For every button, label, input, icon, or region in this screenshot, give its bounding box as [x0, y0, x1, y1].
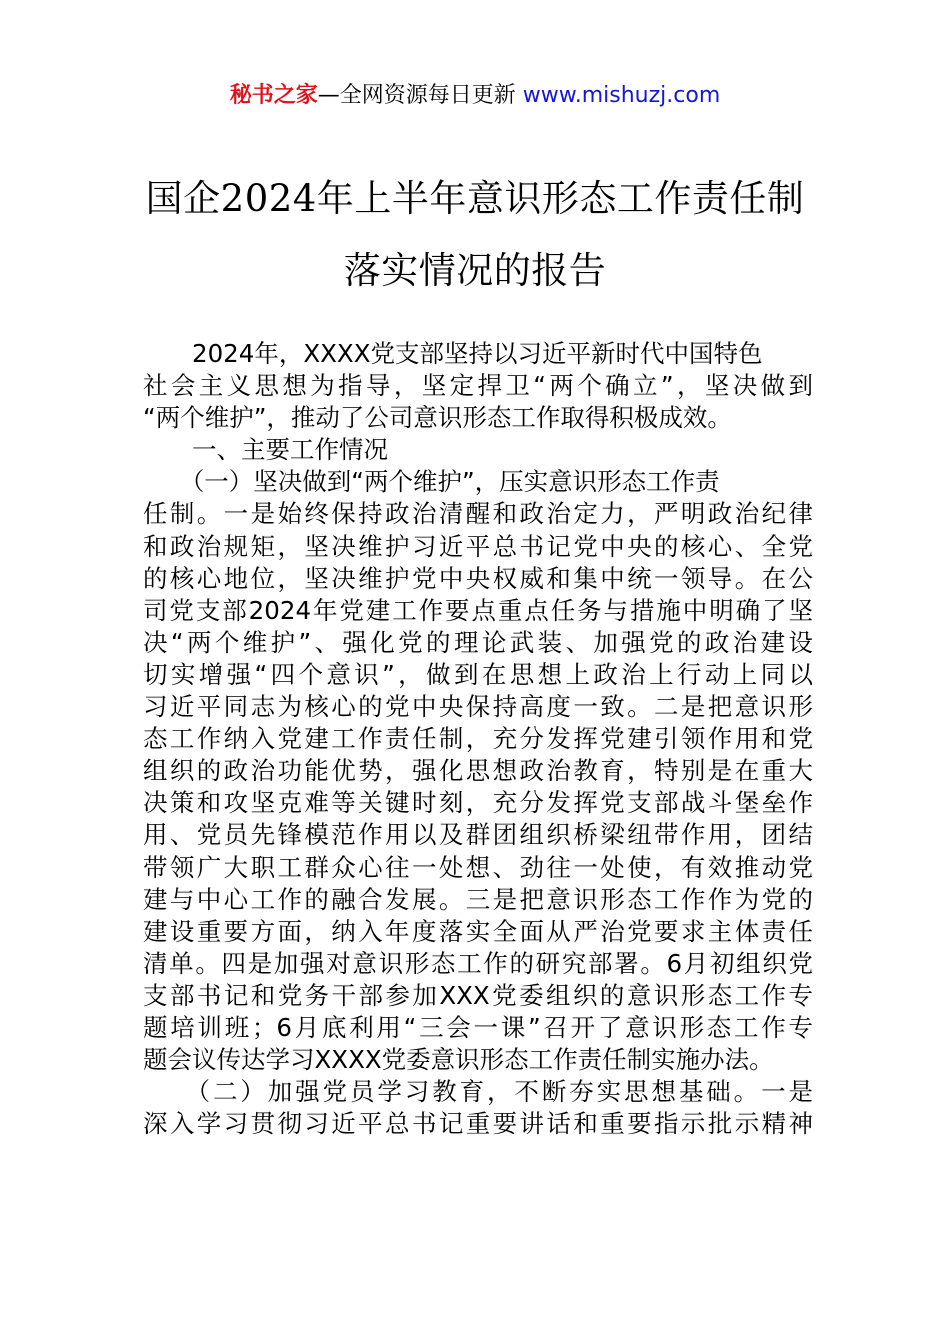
section-heading: 一、主要工作情况: [143, 435, 388, 465]
body-line: 决策和攻坚克难等关键时刻，充分发挥党支部战斗堡垒作: [143, 788, 813, 818]
body-line: 切实增强“四个意识”，做到在思想上政治上行动上同以: [143, 659, 813, 689]
document-body: [143, 338, 813, 1140]
body-line: 题培训班；6月底利用“三会一课”召开了意识形态工作专: [143, 1012, 813, 1042]
document-title-line-2: 落实情况的报告: [343, 249, 607, 292]
body-line: 清单。四是加强对意识形态工作的研究部署。6月初组织党: [143, 948, 813, 978]
body-line: 支部书记和党务干部参加XXX党委组织的意识形态工作专: [143, 980, 813, 1010]
banner-slogan: —全网资源每日更新: [317, 83, 516, 108]
body-line: （一）坚决做到“两个维护”，压实意识形态工作责: [143, 467, 720, 497]
body-line: 深入学习贯彻习近平总书记重要讲话和重要指示批示精神: [143, 1109, 813, 1139]
body-line: 社会主义思想为指导，坚定捍卫“两个确立”，坚决做到: [143, 371, 813, 401]
body-line: 题会议传达学习XXXX党委意识形态工作责任制实施办法。: [143, 1045, 774, 1075]
site-banner: [0, 80, 950, 112]
body-line: 决“两个维护”、强化党的理论武装、加强党的政治建设: [143, 627, 813, 657]
body-line: 任制。一是始终保持政治清醒和政治定力，严明政治纪律: [143, 499, 813, 529]
body-line: 习近平同志为核心的党中央保持高度一致。二是把意识形: [143, 692, 813, 722]
body-line: 建设重要方面，纳入年度落实全面从严治党要求主体责任: [143, 916, 813, 946]
brand-name: 秘书之家: [229, 83, 318, 108]
document-title-line-1: 国企2024年上半年意识形态工作责任制: [145, 177, 805, 220]
site-url-link[interactable]: www.mishuzj.com: [522, 83, 721, 108]
body-line: 2024年，XXXX党支部坚持以习近平新时代中国特色: [143, 339, 763, 368]
body-line: 和政治规矩，坚决维护习近平总书记党中央的核心、全党: [143, 531, 813, 561]
body-line: （二）加强党员学习教育，不断夯实思想基础。一是: [143, 1077, 813, 1107]
body-line: 态工作纳入党建工作责任制，充分发挥党建引领作用和党: [143, 724, 813, 754]
body-line: “两个维护”，推动了公司意识形态工作取得积极成效。: [143, 403, 732, 433]
body-line: 司党支部2024年党建工作要点重点任务与措施中明确了坚: [143, 595, 813, 625]
body-line: 建与中心工作的融合发展。三是把意识形态工作作为党的: [143, 884, 813, 914]
body-line: 用、党员先锋模范作用以及群团组织桥梁纽带作用，团结: [143, 820, 813, 850]
body-line: 组织的政治功能优势，强化思想政治教育，特别是在重大: [143, 756, 813, 786]
body-line: 的核心地位，坚决维护党中央权威和集中统一领导。在公: [143, 563, 813, 593]
body-line: 带领广大职工群众心往一处想、劲往一处使，有效推动党: [143, 852, 813, 882]
